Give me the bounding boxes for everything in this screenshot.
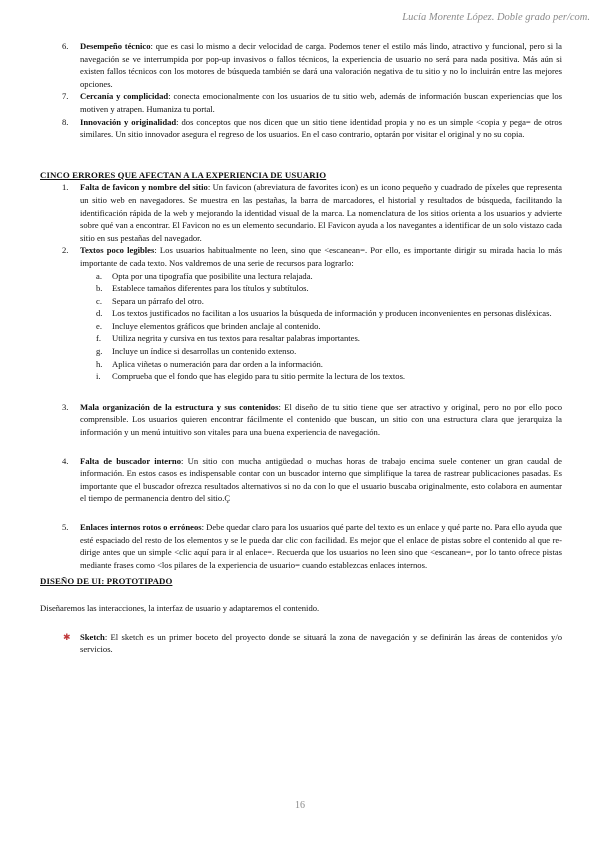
list-text: : que es casi lo mismo a decir velocidad de carga. Podemos tener el estilo más lindo, atractivo y funcional, pero si la navegación se ve interrumpida por pop-up invasivos o fallos técnicos, la experiencia de usuario no será para nada positiva. Más aún si existen fallos técnicos con los motores de búsqueda también se dará una valoración negativa de tu sitio y no lo incluirán entre las mejores opciones. [80,41,562,89]
sub-list-item [40,358,562,371]
list-term: Cercanía y complicidad [80,91,169,102]
page-header: Lucía Morente López. Doble grado per/com. [402,12,590,23]
sub-list-item [40,370,562,383]
sub-text: Aplica viñetas o numeración para dar orden a la información. [112,358,323,369]
list-number: 8. [62,116,69,127]
list-item [40,455,562,505]
document-body [40,40,562,656]
sub-letter: f. [96,333,102,344]
list-item [40,40,562,90]
list-term: Falta de buscador interno [80,455,181,466]
list-text: : El diseño de tu sitio tiene que ser atractivo y original, pero no por ello poco comprensible. Los usuarios quieren encontrar fácilmente el contenido que buscan, un sitio con una estructura clara que jerarquiza la información y un menú intuitivo son vitales para una buena experiencia de navegación. [80,401,562,438]
sub-text: Separa un párrafo del otro. [112,295,204,306]
list-text: : dos conceptos que nos dicen que un sitio tiene identidad propia y no es un simple <copia y pega= de otros similares. Un sitio innovador asegura el regreso de los usuarios. En el caso contrario, optarán por visitar el original y no su copia. [80,116,562,140]
list-term: Innovación y originalidad [80,116,177,127]
list-number: 4. [62,455,69,466]
list-item [40,181,562,244]
list-item [40,521,562,571]
paragraph: Diseñaremos las interacciones, la interfaz de usuario y adaptaremos el contenido. [40,602,320,613]
sub-letter: h. [96,358,103,369]
sub-list-item [40,332,562,345]
list-term: Desempeño técnico [80,41,151,51]
sub-letter: c. [96,295,102,306]
sub-list-item [40,307,562,320]
sub-list [40,270,562,383]
list-number: 1. [62,182,69,193]
sub-letter: a. [96,270,102,281]
list-term: Textos poco legibles [80,245,155,256]
sub-text: Comprueba que el fondo que has elegido para tu sitio permite la lectura de los textos. [112,371,406,382]
list-text: : Un sitio con mucha antigüedad o muchas horas de trabajo encima suele contener un gran caudal de información. En estos casos es indispensable contar con un buscador interno que simplifique la tarea de rastrear publicaciones pasadas. Es importante que el buscador ofrezca resultados alternativos si no da con lo que el usuario buscaba originalmente, esto colabora en aumentar el tiempo de permanencia dentro del sitio.Ç [80,455,562,504]
bullet-icon: ✱ [63,631,71,642]
page-number: 16 [295,800,305,811]
list-term: Mala organización de la estructura y sus contenidos [80,401,279,412]
list-number: 6. [62,41,69,51]
sub-list-item [40,295,562,308]
sub-list-item [40,282,562,295]
list-number: 3. [62,401,69,412]
list-number: 7. [62,91,69,102]
list-text: : Debe quedar claro para los usuarios qué parte del texto es un enlace y qué parte no. Para ello ayuda que esté espaciado del resto de los elementos y se le pueda dar clic con facilidad. Es mejor que el enlace de pistas sobre el contenido al que re-dirige antes que un simple <clic aquí para ir al enlace=. Recuerda que los usuarios no leen sino que <escanean=, por lo tanto ofrece pistas mediante frases como <los pilares de la experiencia de usuario= cuando establezcas enlaces internos. [80,522,562,570]
section-heading: DISEÑO DE UI: PROTOTIPADO [40,576,173,587]
list-item [40,244,562,269]
sub-letter: b. [96,283,103,294]
sub-letter: e. [96,320,102,331]
list-number: 2. [62,245,69,256]
list-term: Falta de favicon y nombre del sitio [80,182,208,193]
list-item [40,116,562,141]
sub-list-item [40,270,562,283]
bullet-text: : El sketch es un primer boceto del proyecto donde se situará la zona de navegación y se definirán las áreas de contenidos y/o servicios. [80,631,562,655]
list-text: : conecta emocionalmente con los usuarios de tu sitio web, además de información buscan experiencias que los motiven y atrapen. Humaniza tu portal. [80,91,563,114]
list-item [40,401,562,439]
sub-text: Los textos justificados no facilitan a los usuarios la búsqueda de información y producen inconvenientes en personas disléxicas. [112,308,552,319]
sub-letter: g. [96,346,103,357]
sub-text: Establece tamaños diferentes para los títulos y subtítulos. [112,283,309,294]
sub-text: Incluye elementos gráficos que brinden anclaje al contenido. [112,320,321,331]
list-number: 5. [62,522,69,532]
sub-text: Opta por una tipografía que posibilite una lectura relajada. [112,270,313,281]
sub-letter: d. [96,308,103,319]
bullet-term: Sketch [80,631,105,642]
bullet-item [40,631,562,656]
sub-letter: i. [96,371,101,382]
list-text: : Los usuarios habitualmente no leen, sino que <escanean=. Por ello, es importante dirigir su mirada hacia lo más importante de cada texto. Nos valdremos de una serie de recursos para lograrlo: [80,245,562,268]
sub-list-item [40,345,562,358]
list-term: Enlaces internos rotos o erróneos [80,522,202,532]
section-heading: CINCO ERRORES QUE AFECTAN A LA EXPERIENCIA DE USUARIO [40,169,327,180]
sub-list-item [40,320,562,333]
sub-text: Utiliza negrita y cursiva en tus textos para resaltar palabras importantes. [112,333,360,344]
list-text: : Un favicon (abreviatura de favorites icon) es un icono pequeño y cuadrado de píxeles que representa un sitio web en navegadores. Se muestra en las pestañas, la barra de marcadores, el historial y resultados de búsqueda, facilitando la identificación rápida de la web y mejorando la identidad visual de la marca. La nomenclatura de los sitios orienta a los usuarios y advierte sobre qué van a encontrar. El Favicon no es un elemento secundario. El Favicon ayuda a los navegantes a identificar de un solo vistazo cada sitio en sus pestañas del navegador. [80,182,562,243]
list-item [40,90,562,115]
sub-text: Incluye un índice si desarrollas un contenido extenso. [112,346,297,357]
